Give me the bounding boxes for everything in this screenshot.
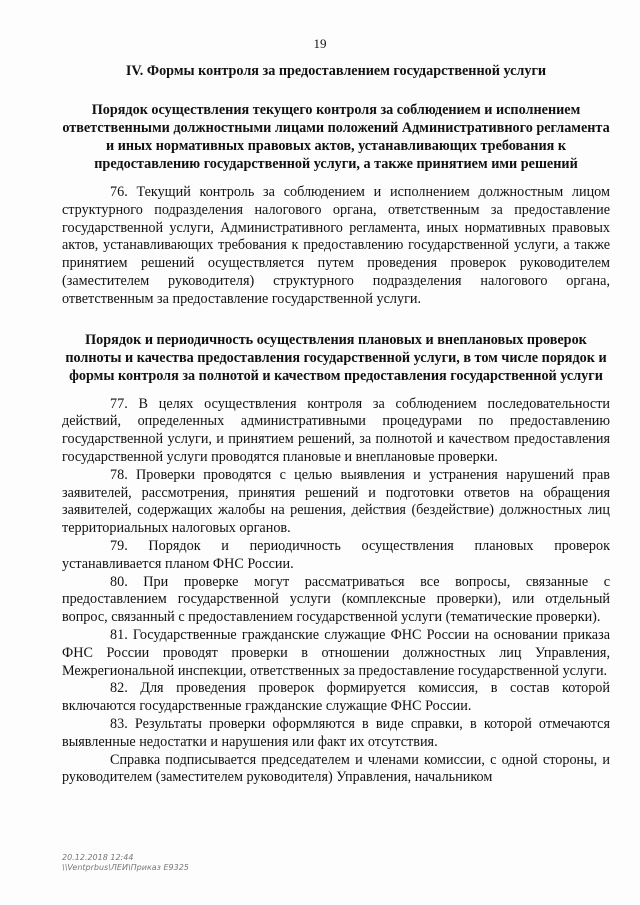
document-body <box>62 62 610 787</box>
paragraph-79: 79. Порядок и периодичность осуществления плановых проверок устанавливается планом ФНС России. <box>62 537 610 572</box>
paragraph-82: 82. Для проведения проверок формируется комиссия, в состав которой включаются государственные гражданские служащие ФНС России. <box>62 680 610 715</box>
paragraph-83: 83. Результаты проверки оформляются в виде справки, в которой отмечаются выявленные недостатки и нарушения или факт их отсутствия. <box>62 715 610 750</box>
paragraph-81: 81. Государственные гражданские служащие ФНС России на основании приказа ФНС России проводят проверки в отношении должностных лиц Управления, Межрегиональной инспекции, ответственных за предоставление государственной услуги. <box>62 626 610 679</box>
paragraph-78: 78. Проверки проводятся с целью выявления и устранения нарушений прав заявителей, рассмотрения, принятия решений и подготовки ответов на обращения заявителей, содержащих жалобы на решения, действия (бездействие) должностных лиц территориальных налоговых органов. <box>62 466 610 537</box>
paragraph-76: 76. Текущий контроль за соблюдением и исполнением должностным лицом структурного подразделения налогового органа, ответственным за предоставление государственной услуги, Административного регламента, иных нормативных правовых актов, устанавливающих требования к предоставлению государственной услуги, а также принятием решений осуществляется путем проведения проверок руководителем (заместителем руководителя) структурного подразделения налогового органа, ответственным за предоставление государственной услуги. <box>62 184 610 307</box>
section-title: IV. Формы контроля за предоставлением государственной услуги <box>125 63 547 79</box>
subsection-title-inspections: Порядок и периодичность осуществления плановых и внеплановых проверок полноты и качества предоставления государственной услуги, в том числе порядок и формы контроля за полнотой и качеством предоставления государственной услуги <box>65 331 607 384</box>
paragraph-77: 77. В целях осуществления контроля за соблюдением последовательности действий, определенных административными процедурами по предоставлению государственной услуги, и принятием решений, за полнотой и качеством предоставления государственной услуги проводятся плановые и внеплановые проверки. <box>62 395 610 465</box>
page-number: 19 <box>313 36 327 51</box>
footer-file-path: \\Ventprbus\ЛЕИ\Приказ Е9325 <box>62 863 189 872</box>
subsection-title-current-control: Порядок осуществления текущего контроля за соблюдением и исполнением ответственными должностными лицами положений Административного регламента и иных нормативных правовых актов, устанавливающих требования к предоставлению государственной услуги, а также принятием ими решений <box>62 102 610 172</box>
footer-file-stamp <box>62 853 189 873</box>
paragraph-80: 80. При проверке могут рассматриваться все вопросы, связанные с предоставлением государственной услуги (комплексные проверки), или отдельный вопрос, связанный с предоставлением государственной услуги (тематические проверки). <box>62 573 610 626</box>
paragraph-spravka: Справка подписывается председателем и членами комиссии, с одной стороны, и руководителем (заместителем руководителя) Управления, начальником <box>62 751 610 786</box>
footer-timestamp: 20.12.2018 12:44 <box>62 853 134 862</box>
